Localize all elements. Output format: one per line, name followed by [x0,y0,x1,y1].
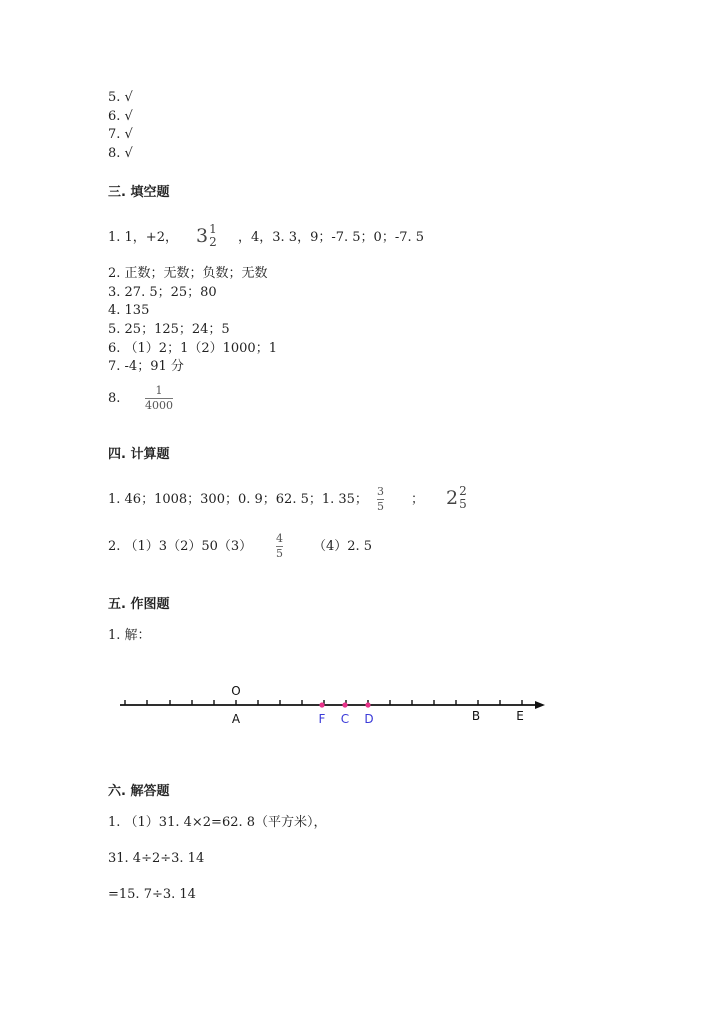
calc-q1-mixed-number [446,485,467,510]
fraction-denominator: 2 [209,235,217,249]
point-marker-F [319,702,324,707]
mixed-fraction [459,485,467,510]
point-label-O: O [231,684,241,698]
fraction-numerator: 1 [155,384,163,397]
answer-line-8: 8. √ [108,146,133,161]
mixed-fraction [209,223,217,248]
fill-q3: 3. 27. 5；25；80 [108,285,217,300]
solve-line-1: 1. （1）31. 4×2=62. 8（平方米）， [108,815,327,830]
calc-q1-fraction [377,486,384,513]
fraction-denominator: 4000 [145,399,173,412]
number-line-figure [0,670,720,740]
draw-q1: 1. 解： [108,628,151,643]
fraction-numerator: 1 [209,222,217,236]
point-marker-C [342,702,347,707]
calc-q1-separator: ； [411,492,425,507]
fraction-denominator: 5 [276,547,283,560]
point-label-B: B [471,709,481,723]
fill-q1-suffix: ，4，3. 3，9；-7. 5；0；-7. 5 [238,230,425,245]
point-label-F: F [318,712,326,726]
fill-q6: 6. （1）2；1（2）1000；1 [108,341,277,356]
answer-line-5: 5. √ [108,90,133,105]
answer-line-6: 6. √ [108,109,133,124]
fill-q8-fraction [145,385,173,412]
calc-q2-fraction [276,533,283,560]
section-3-title: 三. 填空题 [108,185,170,200]
point-marker-D [365,702,370,707]
calc-q1-prefix: 1. 46；1008；300；0. 9；62. 5；1. 35； [108,492,368,507]
fill-q5: 5. 25；125；24；5 [108,322,230,337]
solve-line-3: =15. 7÷3. 14 [108,887,196,902]
number-line-arrowhead [535,701,545,709]
fraction-numerator: 3 [377,485,384,498]
fill-q1-prefix: 1. 1，+2， [108,230,178,245]
mixed-whole: 2 [446,486,459,509]
point-label-E: E [516,709,524,723]
point-label-C: C [340,712,350,726]
mixed-whole: 3 [196,224,209,247]
fill-q7: 7. -4；91 分 [108,359,184,374]
section-6-title: 六. 解答题 [108,784,170,799]
fraction-denominator: 5 [459,497,467,511]
fill-q2: 2. 正数；无数；负数；无数 [108,266,268,281]
fill-q1-mixed-number [196,223,217,248]
section-4-title: 四. 计算题 [108,447,170,462]
answer-line-7: 7. √ [108,127,133,142]
fill-q8-prefix: 8. [108,391,121,406]
fraction-denominator: 5 [377,500,384,513]
calc-q2-prefix: 2. （1）3（2）50（3） [108,539,253,554]
calc-q2-suffix: （4）2. 5 [313,539,373,554]
fraction-numerator: 2 [459,484,467,498]
fill-q4: 4. 135 [108,303,150,318]
point-label-D: D [364,712,374,726]
point-label-A: A [231,712,241,726]
section-5-title: 五. 作图题 [108,597,170,612]
solve-line-2: 31. 4÷2÷3. 14 [108,851,205,866]
fraction-numerator: 4 [276,532,283,545]
